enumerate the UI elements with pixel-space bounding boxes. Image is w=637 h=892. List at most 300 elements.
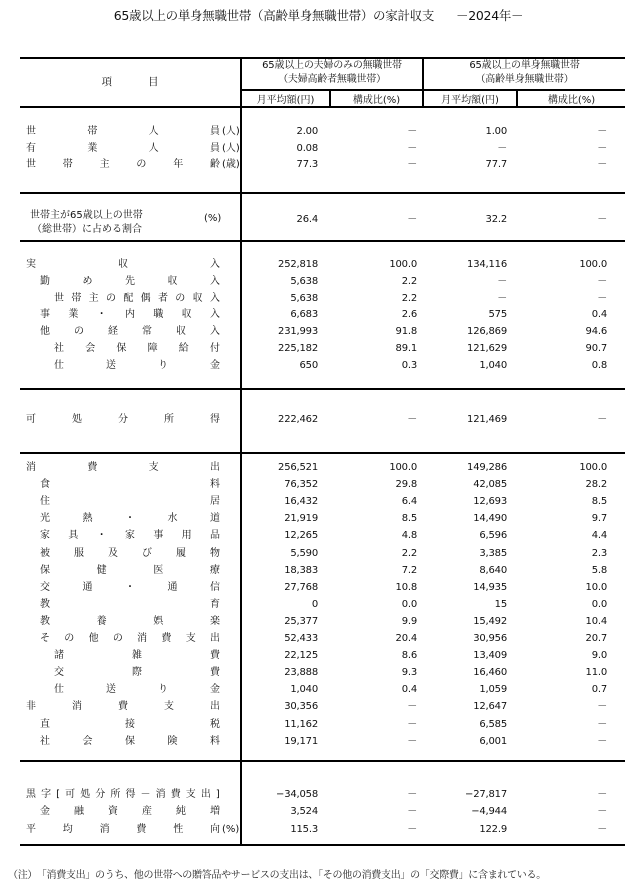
value-cell: 225,182 <box>278 343 318 354</box>
table-row <box>20 631 625 647</box>
table-row <box>20 291 625 307</box>
row-label <box>40 580 220 596</box>
row-unit: (%) <box>222 823 240 835</box>
value-cell: −4,944 <box>471 806 507 818</box>
label-char: 主 <box>99 159 110 170</box>
value-cell: 10.4 <box>585 615 607 627</box>
share-label-line1: 世帯主が65歳以上の世帯 <box>30 210 143 221</box>
value-cell: 6.4 <box>401 496 417 508</box>
table-row <box>20 124 625 140</box>
item-column-header <box>20 57 240 106</box>
label-char: 用 <box>181 530 192 542</box>
label-char: 光 <box>40 513 50 525</box>
label-char: 具 <box>68 530 79 542</box>
label-char: 性 <box>173 823 184 835</box>
divider-expenditure <box>20 760 625 762</box>
label-char: 黒 <box>26 789 36 800</box>
label-char: 世 <box>26 159 36 170</box>
label-char: 出 <box>200 789 211 800</box>
label-char: 会 <box>82 735 93 747</box>
value-cell: － <box>497 142 507 154</box>
table-row <box>20 274 625 290</box>
row-label <box>26 787 220 803</box>
label-char: 配 <box>123 292 134 304</box>
row-label <box>40 307 220 323</box>
value-cell: 100.0 <box>389 462 417 473</box>
row-unit: (歳) <box>222 159 240 170</box>
value-cell: 5,590 <box>290 547 318 559</box>
row-unit: (人) <box>222 126 240 137</box>
label-char: 非 <box>26 701 36 713</box>
table-row <box>20 257 625 273</box>
row-label <box>26 460 220 476</box>
value-cell: 9.0 <box>591 650 607 662</box>
value-cell: － <box>497 275 507 287</box>
header-bottom-border <box>20 106 625 108</box>
table-row <box>20 682 625 698</box>
label-char: 分 <box>95 789 106 800</box>
label-char: 家 <box>124 530 135 542</box>
label-char: 支 <box>164 701 174 713</box>
value-cell: 575 <box>488 309 507 321</box>
value-cell: 12,693 <box>473 496 507 508</box>
label-char: 職 <box>153 309 164 321</box>
value-cell: 2.2 <box>401 547 417 559</box>
label-char: 消 <box>155 789 166 800</box>
row-label <box>26 822 220 838</box>
value-cell: 15,492 <box>473 615 507 627</box>
label-char: 費 <box>118 701 128 713</box>
value-cell: 0.7 <box>591 684 607 696</box>
label-char: 常 <box>142 326 152 338</box>
label-char: 純 <box>176 806 186 818</box>
value-cell: － <box>407 414 417 425</box>
label-char: 資 <box>108 806 118 818</box>
label-char: 事 <box>40 309 50 321</box>
label-char: 教 <box>40 615 50 627</box>
label-char: 医 <box>153 564 164 576</box>
label-char: 料 <box>210 735 220 747</box>
row-label <box>40 717 220 733</box>
value-cell: － <box>597 701 607 713</box>
label-char: 収 <box>167 275 178 287</box>
table-row <box>20 665 625 681</box>
label-char: の <box>105 292 116 304</box>
value-cell: 14,490 <box>473 513 507 525</box>
value-cell: 256,521 <box>278 462 318 473</box>
value-cell: 6,001 <box>479 735 507 747</box>
row-label <box>26 124 220 140</box>
row-label <box>54 341 220 357</box>
label-char: 仕 <box>54 684 64 696</box>
value-cell: － <box>597 718 607 730</box>
value-cell: 15 <box>494 598 507 610</box>
value-cell: 77.7 <box>485 159 507 170</box>
label-char: 実 <box>26 259 36 270</box>
value-cell: 0.4 <box>591 309 607 321</box>
subheader-ratio: 構成比(%) <box>547 94 596 106</box>
value-cell: － <box>597 823 607 835</box>
label-char: 通 <box>82 581 93 593</box>
value-cell: 20.7 <box>585 633 607 644</box>
value-cell: － <box>497 292 507 304</box>
value-cell: 8.6 <box>401 650 417 662</box>
value-cell: 4.4 <box>591 530 607 542</box>
label-char: 健 <box>96 564 107 576</box>
table-bottom-border <box>20 844 625 846</box>
label-char: り <box>158 359 168 371</box>
label-char: 可 <box>26 414 36 425</box>
value-cell: 1,040 <box>290 684 318 696</box>
label-char: 増 <box>210 806 220 818</box>
label-char: 融 <box>74 806 84 818</box>
group-header-line: 65歳以上の単身無職世帯 <box>469 60 580 71</box>
label-char: 支 <box>148 462 159 473</box>
label-char: 費 <box>210 667 220 679</box>
value-cell: 0.8 <box>591 359 607 371</box>
group-header-line: （高齢単身無職世帯） <box>475 74 574 85</box>
label-char: 送 <box>106 684 116 696</box>
value-cell: 0.0 <box>591 598 607 610</box>
label-char: の <box>64 633 75 644</box>
group-header-couple <box>242 57 422 89</box>
label-char: 人 <box>148 142 159 154</box>
label-char: ・ <box>96 530 107 542</box>
label-char: 税 <box>210 718 220 730</box>
value-cell: 2.2 <box>401 275 417 287</box>
label-char: 金 <box>40 806 50 818</box>
table-row <box>20 307 625 323</box>
label-char: 人 <box>148 126 159 137</box>
label-char: 金 <box>210 684 220 696</box>
label-char: め <box>82 275 93 287</box>
label-char: 障 <box>147 343 158 354</box>
label-char: 得 <box>210 414 220 425</box>
label-char: 分 <box>118 414 128 425</box>
label-char: 事 <box>153 530 164 542</box>
row-label <box>54 665 220 681</box>
value-cell: 30,356 <box>284 701 318 713</box>
value-cell: 252,818 <box>278 259 318 270</box>
table-row <box>20 563 625 579</box>
label-char: 金 <box>210 359 220 371</box>
label-char: 員 <box>209 126 220 137</box>
row-label <box>40 274 220 290</box>
value-cell: 231,993 <box>278 326 318 338</box>
label-char: 入 <box>209 292 220 304</box>
value-cell: － <box>407 718 417 730</box>
label-char: 処 <box>72 414 82 425</box>
value-cell: 94.6 <box>585 326 607 338</box>
value-cell: 100.0 <box>579 462 607 473</box>
label-char: 内 <box>124 309 135 321</box>
value-cell: － <box>407 126 417 137</box>
label-char: 費 <box>87 462 98 473</box>
value-cell: 28.2 <box>585 479 607 491</box>
value-cell: 4.8 <box>401 530 417 542</box>
value-cell: 29.8 <box>395 479 417 491</box>
label-char: 品 <box>209 530 220 542</box>
value-cell: 650 <box>299 359 318 371</box>
label-char: 熱 <box>82 513 93 525</box>
label-char: 者 <box>157 292 168 304</box>
footnote: （注） 「消費支出」のうち、他の世帯への贈答品やサービスの支出は、「その他の消費支出」の「交際費」に含まれている。 <box>8 870 546 881</box>
label-char: 接 <box>125 718 135 730</box>
value-cell: 0.08 <box>296 142 318 154</box>
table-row <box>20 324 625 340</box>
label-char: 収 <box>192 292 203 304</box>
value-cell: 2.6 <box>401 309 417 321</box>
label-char: の <box>175 292 186 304</box>
label-char: 食 <box>40 479 50 491</box>
table-row <box>20 358 625 374</box>
value-cell: － <box>597 214 607 225</box>
label-char: 齢 <box>209 159 220 170</box>
header-char: 目 <box>148 76 159 88</box>
share-unit: (%) <box>204 213 222 224</box>
label-char: 所 <box>164 414 174 425</box>
label-char: ] <box>215 789 220 800</box>
household-budget-table <box>20 57 625 846</box>
value-cell: 26.4 <box>296 214 318 225</box>
row-label <box>40 324 220 340</box>
label-char: 年 <box>173 159 184 170</box>
label-char: り <box>158 684 168 696</box>
label-char: 向 <box>209 823 220 835</box>
label-char: 帯 <box>62 159 73 170</box>
group-header-line: （夫婦高齢者無職世帯） <box>278 74 386 85</box>
label-char: 居 <box>210 496 220 508</box>
label-char: 支 <box>185 633 196 644</box>
row-label <box>26 699 220 715</box>
label-char: 可 <box>65 789 76 800</box>
row-label <box>54 358 220 374</box>
row-label <box>40 614 220 630</box>
label-char: 付 <box>209 343 220 354</box>
value-cell: 100.0 <box>389 259 417 270</box>
label-char: 費 <box>210 650 220 662</box>
value-cell: 134,116 <box>467 259 507 270</box>
subheader-amount: 月平均額(円) <box>256 94 315 106</box>
value-cell: 16,432 <box>284 496 318 508</box>
label-char: 入 <box>210 275 220 287</box>
value-cell: −34,058 <box>276 789 318 800</box>
label-char: 員 <box>209 142 220 154</box>
value-cell: 2.2 <box>401 292 417 304</box>
label-char: 物 <box>210 547 220 559</box>
row-label <box>54 682 220 698</box>
value-cell: 7.2 <box>401 564 417 576</box>
label-char: そ <box>40 633 50 644</box>
label-char: 楽 <box>209 615 220 627</box>
row-label <box>40 563 220 579</box>
label-char: 勤 <box>40 275 50 287</box>
value-cell: － <box>597 806 607 818</box>
table-row <box>20 412 625 428</box>
label-char: 険 <box>167 735 178 747</box>
label-char: 保 <box>40 564 50 576</box>
label-char: の <box>74 326 84 338</box>
value-cell: 0.0 <box>401 598 417 610</box>
label-char: 会 <box>85 343 96 354</box>
label-char: 主 <box>88 292 99 304</box>
row-label <box>26 141 220 157</box>
label-char: 道 <box>210 513 220 525</box>
value-cell: 0 <box>311 598 318 610</box>
subheader-ratio: 構成比(%) <box>352 94 401 106</box>
value-cell: 2.00 <box>296 126 318 137</box>
label-char: 均 <box>62 823 73 835</box>
value-cell: － <box>597 292 607 304</box>
value-cell: － <box>407 159 417 170</box>
label-char: 入 <box>210 259 220 270</box>
divider-income <box>20 388 625 390</box>
label-char: 養 <box>96 615 107 627</box>
page-title <box>0 6 637 24</box>
label-char: ・ <box>125 581 135 593</box>
label-char: 費 <box>136 823 147 835</box>
value-cell: 22,125 <box>284 650 318 662</box>
value-cell: 19,171 <box>284 735 318 747</box>
value-cell: － <box>407 806 417 818</box>
label-char: 帯 <box>71 292 82 304</box>
label-char: 住 <box>40 496 50 508</box>
row-label <box>40 734 220 750</box>
label-char: 費 <box>170 789 181 800</box>
table-row <box>20 141 625 157</box>
value-cell: 42,085 <box>473 479 507 491</box>
label-char: 業 <box>68 309 79 321</box>
value-cell: － <box>407 735 417 747</box>
label-char: ・ <box>96 309 107 321</box>
value-cell: 20.4 <box>395 633 417 644</box>
label-char: 保 <box>125 735 135 747</box>
value-cell: 11.0 <box>585 667 607 679</box>
label-char: 消 <box>26 462 36 473</box>
table-row <box>20 157 625 173</box>
value-cell: － <box>597 159 607 170</box>
value-cell: － <box>407 701 417 713</box>
table-row <box>20 804 625 820</box>
label-char: 出 <box>210 701 220 713</box>
label-char: 先 <box>125 275 135 287</box>
value-cell: － <box>597 126 607 137</box>
value-cell: － <box>597 275 607 287</box>
table-row <box>20 717 625 733</box>
value-cell: 6,683 <box>290 309 318 321</box>
label-char: 際 <box>132 667 142 679</box>
label-char: 履 <box>176 547 186 559</box>
divider-share <box>20 240 625 242</box>
value-cell: 90.7 <box>585 343 607 354</box>
label-char: 及 <box>108 547 118 559</box>
value-cell: 6,596 <box>479 530 507 542</box>
value-cell: 1.00 <box>485 126 507 137</box>
label-char: 出 <box>209 633 220 644</box>
label-char: 得 <box>125 789 136 800</box>
divider-household <box>20 192 625 194</box>
share-label-line2: （総世帯）に占める割合 <box>32 224 142 235</box>
table-row <box>20 477 625 493</box>
label-char: 娯 <box>153 615 164 627</box>
label-char: 有 <box>26 142 36 154</box>
value-cell: 27,768 <box>284 581 318 593</box>
label-char: 平 <box>26 823 36 835</box>
label-char: び <box>142 547 152 559</box>
value-cell: 1,040 <box>479 359 507 371</box>
value-cell: 0.3 <box>401 359 417 371</box>
table-row <box>20 648 625 664</box>
value-cell: 52,433 <box>284 633 318 644</box>
label-char: 収 <box>181 309 192 321</box>
label-char: 保 <box>116 343 127 354</box>
value-cell: － <box>597 414 607 425</box>
label-char: 水 <box>167 513 178 525</box>
value-cell: 8.5 <box>591 496 607 508</box>
table-row <box>20 341 625 357</box>
value-cell: 25,377 <box>284 615 318 627</box>
label-char: 給 <box>178 343 189 354</box>
row-label <box>40 546 220 562</box>
table-row <box>20 787 625 803</box>
label-char: 教 <box>40 598 50 610</box>
label-char: 収 <box>118 259 128 270</box>
value-cell: 1,059 <box>479 684 507 696</box>
title-main: 65歳以上の単身無職世帯（高齢単身無職世帯）の家計収支 <box>113 8 435 23</box>
value-cell: 9.9 <box>401 615 417 627</box>
label-char: 通 <box>167 581 178 593</box>
subheader-amount: 月平均額(円) <box>441 94 499 106</box>
value-cell: 115.3 <box>290 823 318 835</box>
value-cell: 100.0 <box>579 259 607 270</box>
value-cell: −27,817 <box>465 789 507 800</box>
label-char: 社 <box>40 735 50 747</box>
row-label <box>26 157 220 173</box>
label-char: の <box>136 159 147 170</box>
table-row <box>20 822 625 838</box>
value-cell: 5,638 <box>290 292 318 304</box>
table-row <box>20 511 625 527</box>
value-cell: 30,956 <box>473 633 507 644</box>
header-char: 項 <box>101 76 112 88</box>
table-row <box>20 460 625 476</box>
value-cell: － <box>597 142 607 154</box>
value-cell: 2.3 <box>591 547 607 559</box>
value-cell: 18,383 <box>284 564 318 576</box>
value-cell: － <box>597 735 607 747</box>
label-char: 信 <box>210 581 220 593</box>
table-row <box>20 614 625 630</box>
value-cell: 10.0 <box>585 581 607 593</box>
value-cell: 10.8 <box>395 581 417 593</box>
value-cell: 5.8 <box>591 564 607 576</box>
label-char: 交 <box>40 581 50 593</box>
label-char: 入 <box>209 309 220 321</box>
label-char: 字 <box>41 789 52 800</box>
label-char: 所 <box>110 789 121 800</box>
table-row <box>20 528 625 544</box>
label-char: 他 <box>88 633 99 644</box>
label-char: 療 <box>209 564 220 576</box>
value-cell: 12,265 <box>284 530 318 542</box>
label-char: [ <box>56 789 61 800</box>
table-row <box>20 597 625 613</box>
label-char: 直 <box>40 718 50 730</box>
row-label <box>40 528 220 544</box>
group-header-single <box>424 57 625 89</box>
value-cell: 77.3 <box>296 159 318 170</box>
label-char: － <box>140 789 151 800</box>
